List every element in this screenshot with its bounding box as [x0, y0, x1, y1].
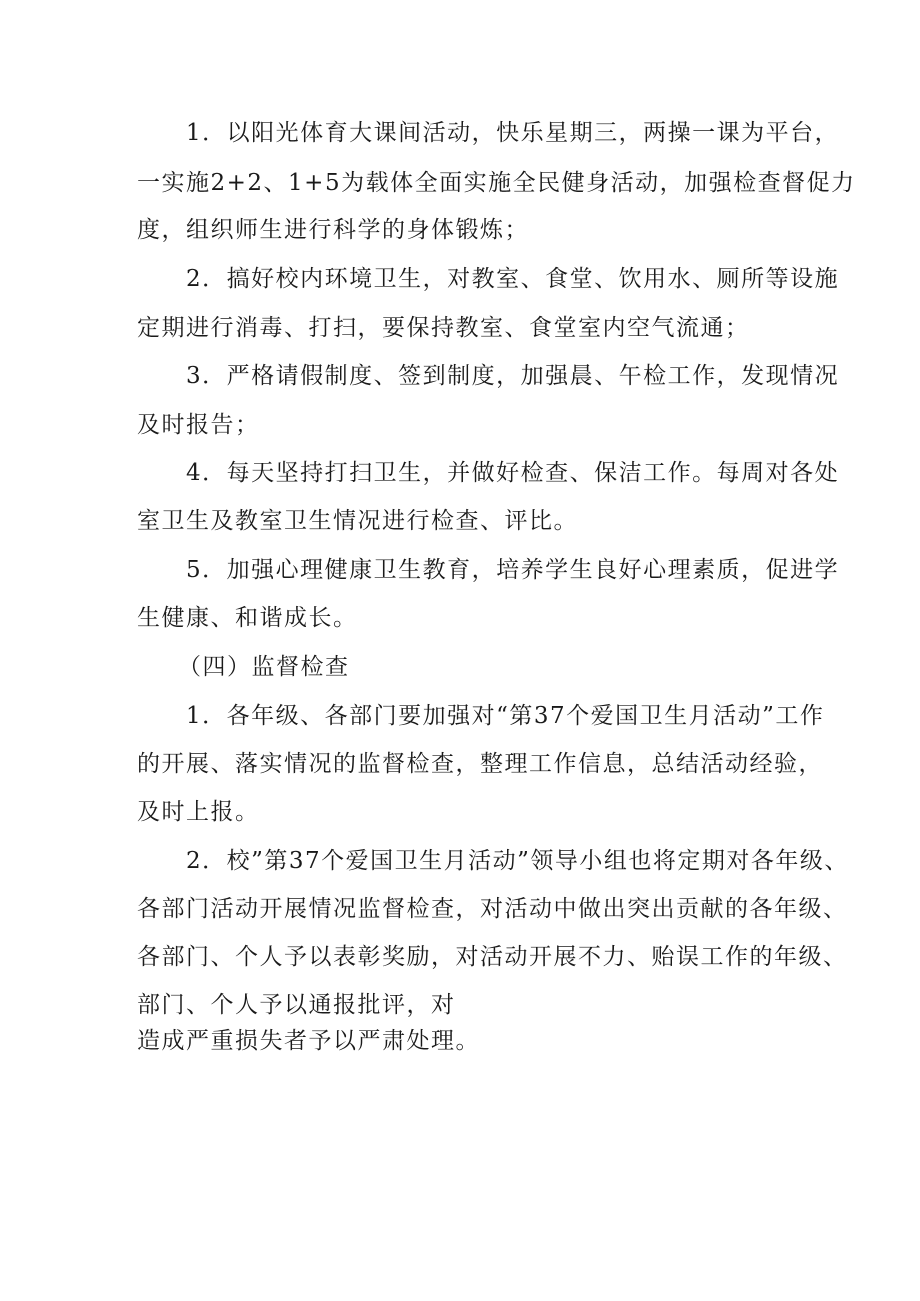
section-item-1-line-3: 及时上报。: [137, 799, 260, 825]
section-item-1-line-2: 的开展、落实情况的监督检查，整理工作信息，总结活动经验，: [137, 751, 823, 777]
item-1-line-1: 1．以阳光体育大课间活动，快乐星期三，两操一课为平台，: [186, 120, 840, 146]
item-4-line-2: 室卫生及教室卫生情况进行检查、评比。: [137, 508, 578, 534]
section-item-2-line-3: 各部门、个人予以表彰奖励，对活动开展不力、贻误工作的年级、: [137, 944, 848, 970]
item-1-line-3: 度，组织师生进行科学的身体锻炼；: [137, 217, 529, 243]
section-item-2-line-5: 造成严重损失者予以严肃处理。: [137, 1028, 480, 1054]
item-2-line-2: 定期进行消毒、打扫，要保持教室、食堂室内空气流通；: [137, 315, 750, 341]
section-item-1-line-1: 1．各年级、各部门要加强对“第37个爱国卫生月活动”工作: [186, 703, 825, 729]
section-item-2-line-1: 2．校”第37个爱国卫生月活动”领导小组也将定期对各年级、: [186, 848, 849, 874]
item-3-line-2: 及时报告；: [137, 412, 260, 438]
item-1-line-2: 一实施2+2、1+5为载体全面实施全民健身活动，加强检查督促力: [137, 170, 856, 196]
item-5-line-1: 5．加强心理健康卫生教育，培养学生良好心理素质，促进学: [186, 557, 840, 583]
section-item-2-line-4: 部门、个人予以通报批评，对: [137, 992, 456, 1018]
item-5-line-2: 生健康、和谐成长。: [137, 605, 358, 631]
section-item-2-line-2: 各部门活动开展情况监督检查，对活动中做出突出贡献的各年级、: [137, 896, 848, 922]
item-2-line-1: 2．搞好校内环境卫生，对教室、食堂、饮用水、厕所等设施: [186, 266, 840, 292]
item-4-line-1: 4．每天坚持打扫卫生，并做好检查、保洁工作。每周对各处: [186, 460, 840, 486]
section-heading: （四）监督检查: [178, 654, 350, 680]
item-3-line-1: 3．严格请假制度、签到制度，加强晨、午检工作，发现情况: [186, 363, 840, 389]
